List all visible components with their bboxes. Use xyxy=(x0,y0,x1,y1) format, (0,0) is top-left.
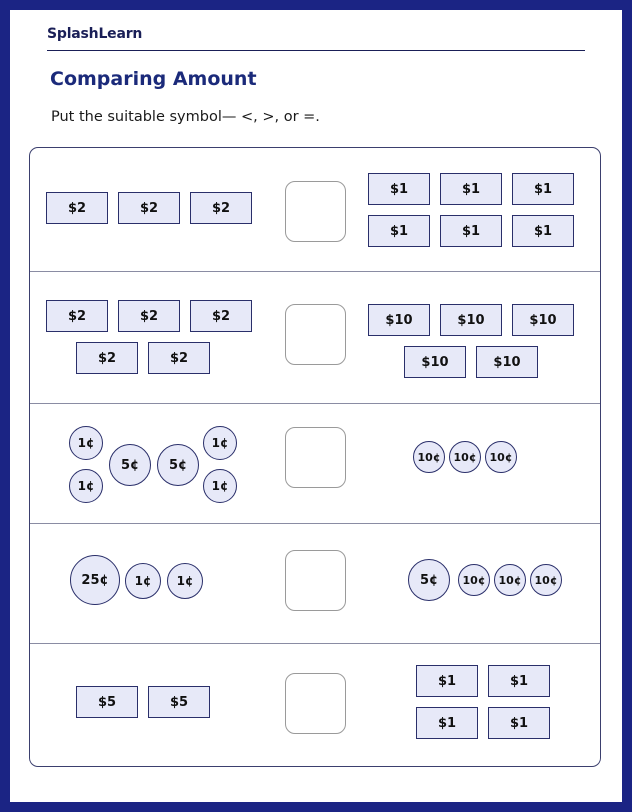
money-note: $10 xyxy=(368,304,430,336)
problem-row-3 xyxy=(30,404,600,524)
money-note: $2 xyxy=(76,342,138,374)
coin: 10¢ xyxy=(449,441,481,473)
money-note: $1 xyxy=(368,215,430,247)
money-note: $1 xyxy=(440,173,502,205)
money-note: $1 xyxy=(416,665,478,697)
money-note: $1 xyxy=(512,173,574,205)
coin: 1¢ xyxy=(167,563,203,599)
coin: 1¢ xyxy=(69,426,103,460)
answer-box[interactable] xyxy=(285,550,346,611)
money-note: $2 xyxy=(46,300,108,332)
money-note: $1 xyxy=(416,707,478,739)
money-note: $10 xyxy=(476,346,538,378)
coin: 5¢ xyxy=(408,559,450,601)
coin: 1¢ xyxy=(203,426,237,460)
problems-container xyxy=(29,147,601,767)
money-note: $2 xyxy=(46,192,108,224)
problem-row-2 xyxy=(30,272,600,404)
money-note: $5 xyxy=(76,686,138,718)
money-note: $10 xyxy=(512,304,574,336)
brand-logo: SplashLearn xyxy=(47,26,143,42)
money-note: $2 xyxy=(148,342,210,374)
page-title: Comparing Amount xyxy=(50,68,257,90)
money-note: $2 xyxy=(190,300,252,332)
coin: 1¢ xyxy=(69,469,103,503)
problem-row-5 xyxy=(30,644,600,766)
money-note: $1 xyxy=(512,215,574,247)
coin: 10¢ xyxy=(413,441,445,473)
coin: 5¢ xyxy=(109,444,151,486)
money-note: $5 xyxy=(148,686,210,718)
answer-box[interactable] xyxy=(285,181,346,242)
coin: 1¢ xyxy=(203,469,237,503)
money-note: $2 xyxy=(190,192,252,224)
coin: 10¢ xyxy=(494,564,526,596)
problem-row-4 xyxy=(30,524,600,644)
money-note: $10 xyxy=(440,304,502,336)
money-note: $1 xyxy=(440,215,502,247)
coin: 25¢ xyxy=(70,555,120,605)
money-note: $1 xyxy=(488,665,550,697)
money-note: $2 xyxy=(118,192,180,224)
coin: 10¢ xyxy=(485,441,517,473)
money-note: $2 xyxy=(118,300,180,332)
coin: 10¢ xyxy=(458,564,490,596)
money-note: $1 xyxy=(368,173,430,205)
answer-box[interactable] xyxy=(285,304,346,365)
header-rule xyxy=(47,50,585,51)
coin: 5¢ xyxy=(157,444,199,486)
money-note: $1 xyxy=(488,707,550,739)
coin: 1¢ xyxy=(125,563,161,599)
money-note: $10 xyxy=(404,346,466,378)
problem-row-1 xyxy=(30,148,600,272)
coin: 10¢ xyxy=(530,564,562,596)
answer-box[interactable] xyxy=(285,673,346,734)
instructions: Put the suitable symbol— <, >, or =. xyxy=(51,109,320,125)
worksheet-page xyxy=(10,10,622,802)
answer-box[interactable] xyxy=(285,427,346,488)
